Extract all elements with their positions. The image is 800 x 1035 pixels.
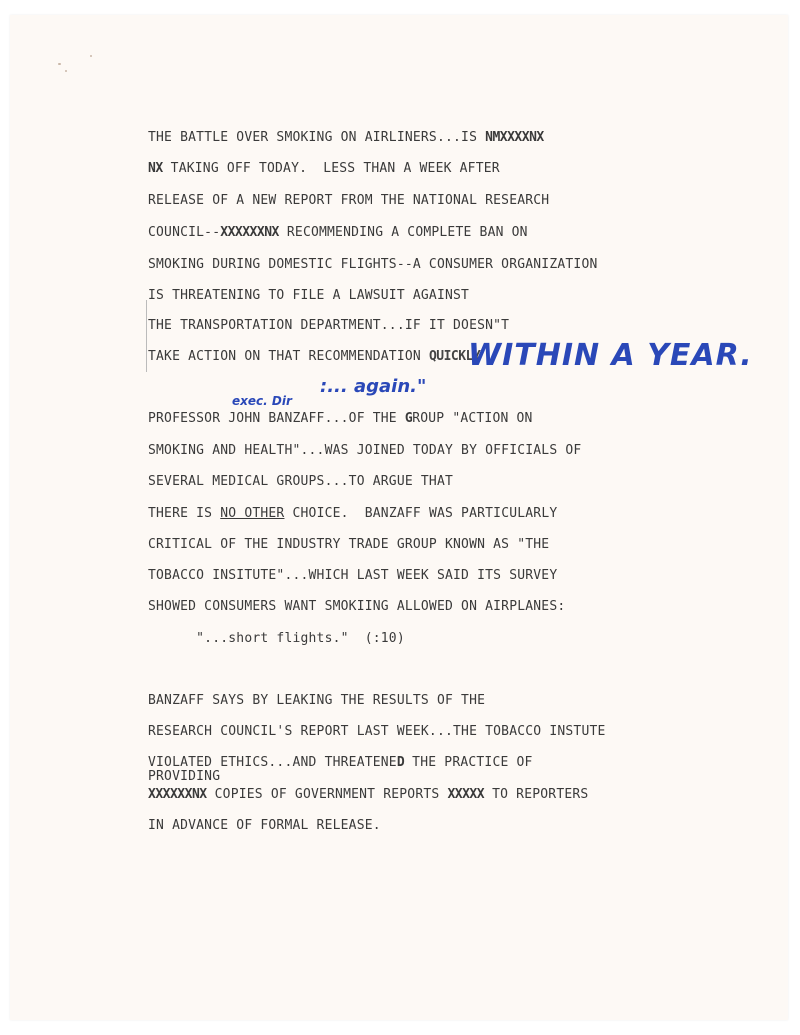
text-line: RESEARCH COUNCIL'S REPORT LAST WEEK...THE TOBACCO INSTUTE [148, 724, 606, 739]
text-line: VIOLATED ETHICS...AND THREATENED THE PRACTICE OF [148, 755, 533, 770]
sound-cue-line: "...short flights." (:10) [148, 631, 405, 646]
text-line: TAKE ACTION ON THAT RECOMMENDATION QUICKLY [148, 349, 481, 364]
handwritten-again: :... again." [320, 376, 427, 397]
handwritten-within-a-year: WITHIN A YEAR. [468, 338, 753, 373]
text-line: IN ADVANCE OF FORMAL RELEASE. [148, 818, 381, 833]
text-line: SMOKING AND HEALTH"...WAS JOINED TODAY BY OFFICIALS OF [148, 443, 582, 458]
text-line: IS THREATENING TO FILE A LAWSUIT AGAINST [148, 288, 470, 303]
text-line: RELEASE OF A NEW REPORT FROM THE NATIONAL RESEARCH [148, 193, 550, 208]
paper-speck [90, 55, 92, 57]
text-line: THE TRANSPORTATION DEPARTMENT...IF IT DOESN"T [148, 318, 510, 333]
text-line: THERE IS NO OTHER CHOICE. BANZAFF WAS PARTICULARLY [148, 506, 558, 521]
text-line: BANZAFF SAYS BY LEAKING THE RESULTS OF THE [148, 693, 486, 708]
text-line: THE BATTLE OVER SMOKING ON AIRLINERS...IS NMXXXXNX [148, 130, 544, 145]
text-line: TOBACCO INSITUTE"...WHICH LAST WEEK SAID ITS SURVEY [148, 568, 558, 583]
handwritten-exec-dir: exec. Dir [232, 394, 292, 408]
text-line: CRITICAL OF THE INDUSTRY TRADE GROUP KNOWN AS "THE [148, 537, 550, 552]
text-line: SEVERAL MEDICAL GROUPS...TO ARGUE THAT [148, 474, 454, 489]
margin-rule [146, 300, 147, 372]
text-line: SMOKING DURING DOMESTIC FLIGHTS--A CONSUMER ORGANIZATION [148, 257, 598, 272]
text-line: XXXXXXNX COPIES OF GOVERNMENT REPORTS XXXXX TO REPORTERS [148, 787, 589, 802]
text-line: SHOWED CONSUMERS WANT SMOKIING ALLOWED ON AIRPLANES: [148, 599, 566, 614]
paper-speck [65, 70, 67, 72]
underlined-phrase: NO OTHER [220, 506, 285, 521]
text-line: NX TAKING OFF TODAY. LESS THAN A WEEK AFTER [148, 161, 500, 176]
text-line: PROVIDING [148, 769, 221, 784]
text-line: PROFESSOR JOHN BANZAFF...OF THE GROUP "ACTION ON [148, 411, 533, 426]
text-line: COUNCIL--XXXXXXNX RECOMMENDING A COMPLETE BAN ON [148, 225, 528, 240]
paper-speck [58, 63, 61, 65]
